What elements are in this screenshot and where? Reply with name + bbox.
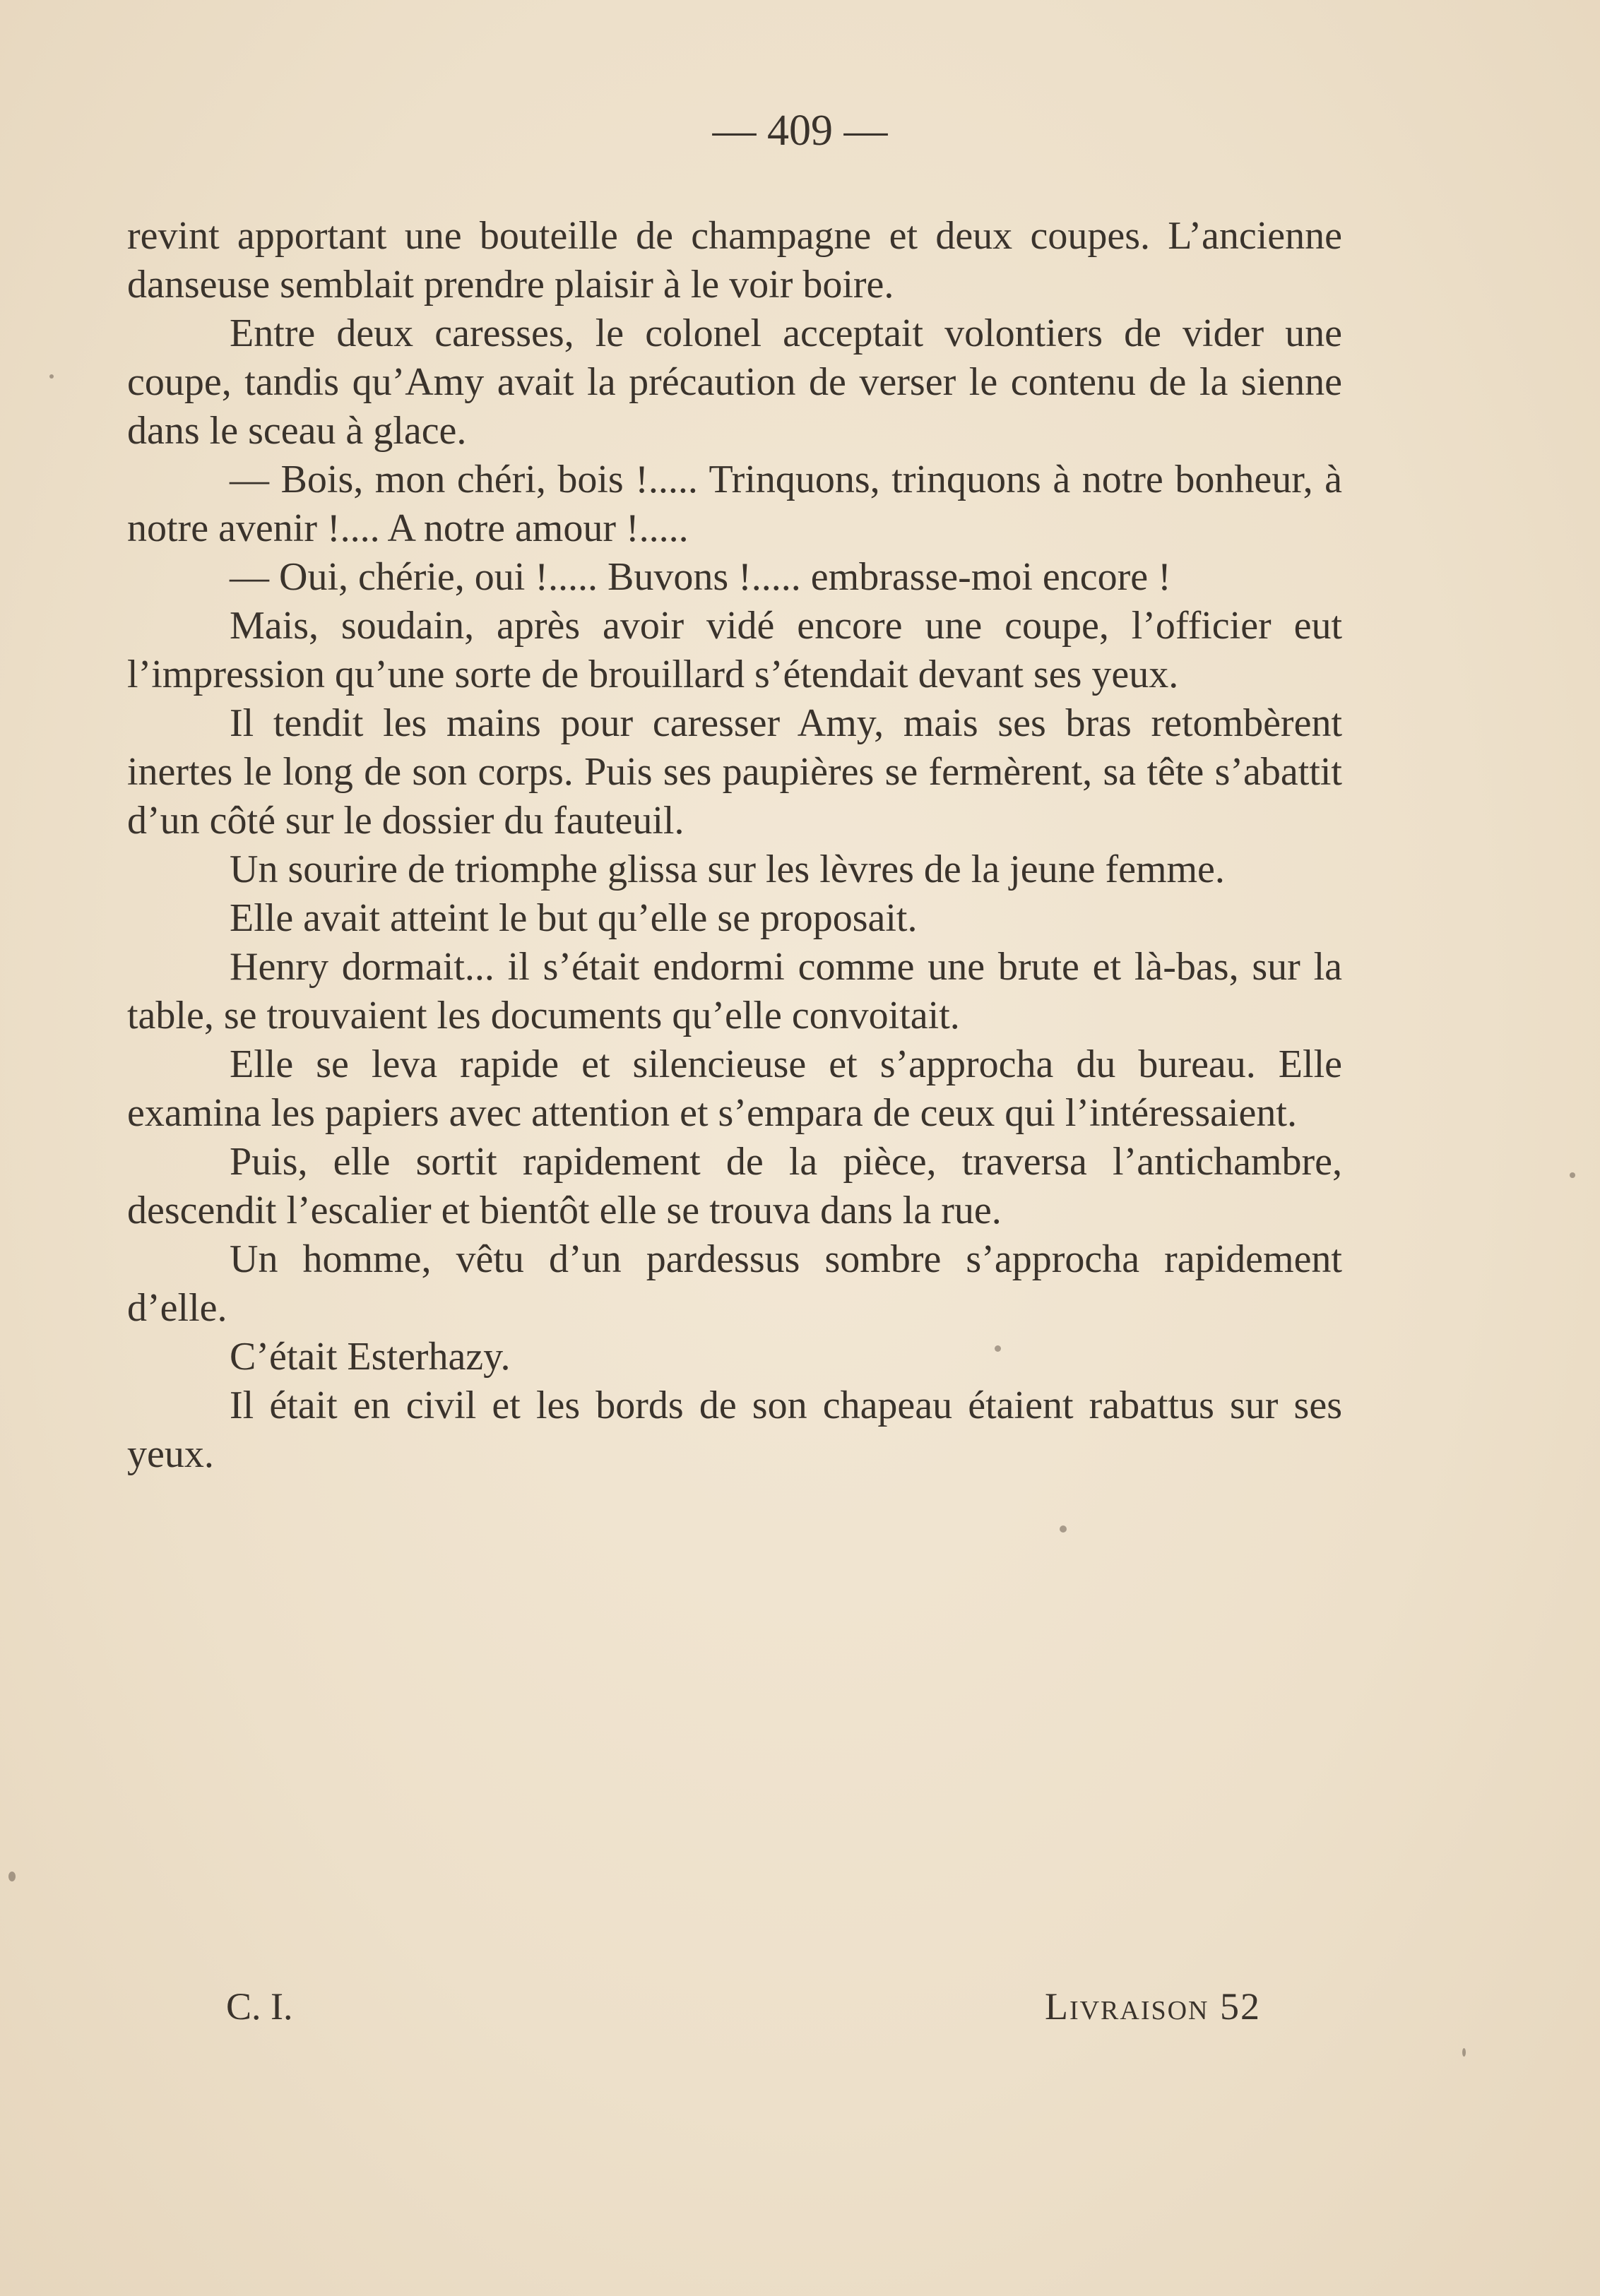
paper-speck (995, 1345, 1001, 1352)
paper-speck (1570, 1172, 1575, 1178)
paragraph-2: Entre deux caresses, le colonel acceptait volontiers de vider une coupe, tandis qu’Amy avait la précaution de verser le contenu de la sienne dans le sceau à glace. (127, 311, 1342, 453)
paragraph-9: Henry dormait... il s’était endormi comme une brute et là-bas, sur la table, se trouvaient les documents qu’elle convoitait. (127, 945, 1342, 1037)
paragraph-1: revint apportant une bouteille de champagne et deux coupes. L’ancienne danseuse semblait prendre plaisir à le voir boire. (127, 214, 1342, 307)
footer-signature: C. I. (226, 1985, 293, 2028)
footer-livraison: Livraison 52 (1044, 1985, 1261, 2028)
paragraph-14: Il était en civil et les bords de son chapeau étaient rabattus sur ses yeux. (127, 1384, 1342, 1476)
paragraph-6: Il tendit les mains pour caresser Amy, mais ses bras retombèrent inertes le long de son corps. Puis ses paupières se fermèrent, sa tête s’abattit d’un côté sur le dossier du fauteuil. (127, 701, 1342, 843)
paragraph-3: — Bois, mon chéri, bois !..... Trinquons, trinquons à notre bonheur, à notre avenir !.... A notre amour !..... (127, 458, 1342, 550)
paper-speck (49, 374, 54, 379)
paragraph-11: Puis, elle sortit rapidement de la pièce, traversa l’antichambre, descendit l’escalier et bientôt elle se trouva dans la rue. (127, 1140, 1342, 1232)
body-text (127, 212, 1342, 1479)
paragraph-4: — Oui, chérie, oui !..... Buvons !..... embrasse-moi encore ! (230, 555, 1171, 599)
paragraph-5: Mais, soudain, après avoir vidé encore une coupe, l’officier eut l’impression qu’une sorte de brouillard s’étendait devant ses yeux. (127, 604, 1342, 696)
paragraph-10: Elle se leva rapide et silencieuse et s’approcha du bureau. Elle examina les papiers avec attention et s’empara de ceux qui l’intéressaient. (127, 1042, 1342, 1135)
paper-speck (1060, 1525, 1067, 1533)
paper-speck (1462, 2048, 1466, 2057)
paragraph-8: Elle avait atteint le but qu’elle se proposait. (230, 896, 918, 940)
paragraph-12: Un homme, vêtu d’un pardessus sombre s’approcha rapidement d’elle. (127, 1237, 1342, 1330)
page-number: — 409 — (712, 107, 888, 155)
page-footer (0, 1985, 1600, 2041)
paragraph-13: C’était Esterhazy. (230, 1335, 511, 1379)
paragraph-7: Un sourire de triomphe glissa sur les lèvres de la jeune femme. (230, 847, 1225, 891)
paper-speck (8, 1872, 16, 1881)
